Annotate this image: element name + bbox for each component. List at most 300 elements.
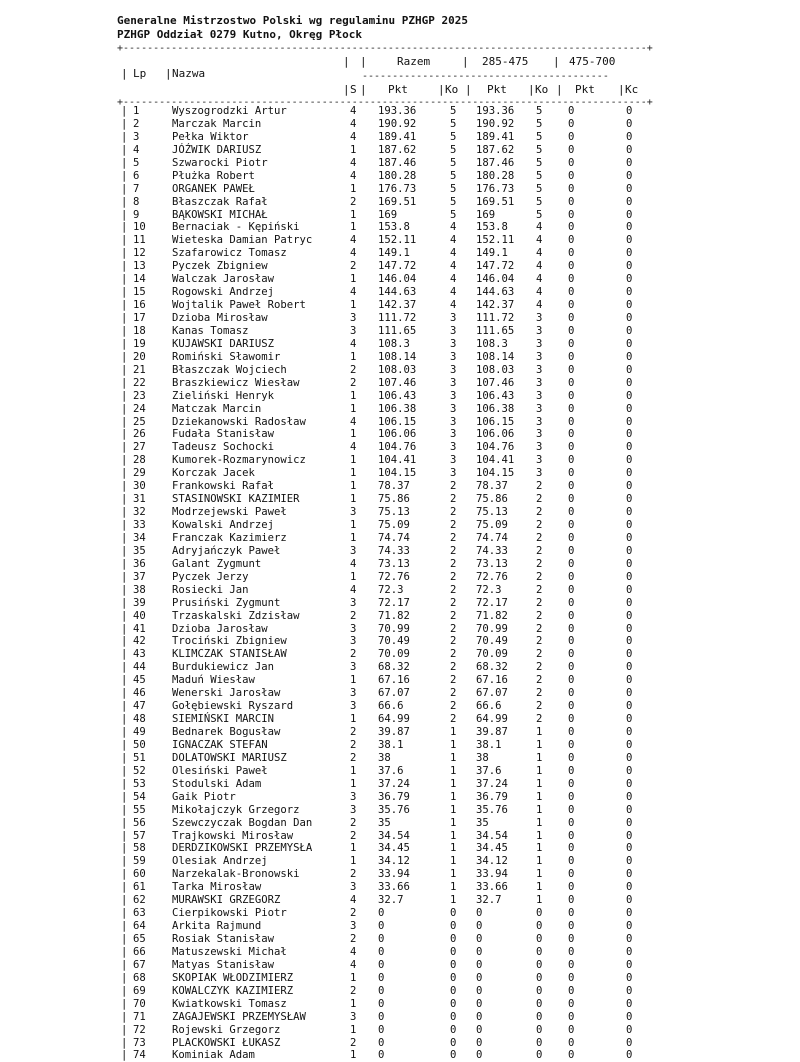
- cell-ko: 2: [450, 622, 457, 635]
- cell-lp: 9: [133, 208, 140, 221]
- cell-name: IGNACZAK STEFAN: [172, 738, 268, 751]
- cell-ko3: 0: [626, 467, 633, 480]
- cell-name: ORGANEK PAWEŁ: [172, 182, 255, 195]
- row-border: |: [121, 312, 128, 324]
- cell-s: 1: [350, 519, 357, 531]
- cell-pkt2: 38: [476, 751, 489, 764]
- header-s: S: [350, 83, 357, 96]
- cell-ko3: 0: [626, 376, 633, 389]
- row-border: |: [121, 790, 128, 803]
- row-border: |: [121, 402, 128, 415]
- cell-ko3: 0: [626, 894, 633, 907]
- table-row: [0, 157, 800, 170]
- cell-pkt3: 0: [568, 467, 575, 480]
- cell-pkt: 108.14: [378, 350, 417, 363]
- cell-lp: 23: [133, 389, 146, 402]
- cell-ko2: 2: [536, 661, 543, 674]
- cell-name: Frankowski Rafał: [172, 480, 275, 493]
- cell-s: 1: [350, 570, 357, 583]
- cell-lp: 71: [133, 1010, 146, 1023]
- cell-name: Narzekalak-Bronowski: [172, 868, 300, 881]
- cell-ko2: 2: [536, 570, 543, 583]
- table-row: [0, 403, 800, 416]
- cell-ko2: 2: [536, 480, 543, 493]
- cell-ko2: 1: [536, 803, 543, 816]
- cell-s: 1: [350, 350, 357, 363]
- cell-pkt2: 67.16: [476, 674, 508, 687]
- cell-pkt: 72.76: [378, 570, 410, 583]
- table-row: [0, 1037, 800, 1050]
- cell-name: JÓŹWIK DARIUSZ: [172, 143, 262, 156]
- cell-pkt2: 68.32: [476, 661, 508, 674]
- cell-pkt: 37.6: [378, 764, 404, 777]
- cell-ko: 5: [450, 208, 457, 221]
- cell-s: 4: [350, 583, 357, 596]
- row-border: |: [121, 467, 128, 480]
- cell-pkt2: 106.06: [476, 428, 515, 441]
- table-row: [0, 454, 800, 467]
- cell-ko: 0: [450, 945, 457, 958]
- cell-ko: 2: [450, 700, 457, 713]
- cell-ko: 4: [450, 247, 457, 260]
- cell-ko2: 0: [536, 1023, 543, 1036]
- cell-pkt: 104.41: [378, 454, 417, 467]
- cell-ko3: 0: [626, 117, 633, 130]
- cell-pkt2: 169: [476, 208, 496, 221]
- cell-ko2: 1: [536, 726, 543, 738]
- cell-name: Wenerski Jarosław: [172, 687, 281, 700]
- cell-s: 1: [350, 1023, 357, 1036]
- cell-lp: 64: [133, 920, 146, 933]
- cell-name: SKOPIAK WŁODZIMIERZ: [172, 971, 294, 984]
- cell-pkt: 0: [378, 984, 385, 997]
- table-row: [0, 532, 800, 545]
- table-row: [0, 597, 800, 610]
- cell-pkt: 111.72: [378, 312, 417, 324]
- cell-s: 2: [350, 738, 357, 751]
- cell-ko3: 0: [626, 454, 633, 467]
- cell-pkt2: 38.1: [476, 738, 502, 751]
- cell-lp: 27: [133, 441, 146, 454]
- cell-pkt: 0: [378, 1049, 385, 1062]
- cell-s: 2: [350, 829, 357, 842]
- cell-name: Matyas Stanisław: [172, 958, 275, 971]
- cell-pkt3: 0: [568, 907, 575, 920]
- table-row: [0, 390, 800, 403]
- cell-pkt: 34.45: [378, 842, 410, 855]
- cell-name: Stodulski Adam: [172, 777, 262, 790]
- cell-ko2: 0: [536, 958, 543, 971]
- cell-ko2: 3: [536, 363, 543, 376]
- cell-ko3: 0: [626, 933, 633, 945]
- cell-pkt: 0: [378, 1010, 385, 1023]
- cell-pkt2: 187.46: [476, 156, 515, 169]
- cell-pkt: 190.92: [378, 117, 417, 130]
- cell-lp: 13: [133, 260, 146, 273]
- header-group-razem: Razem: [397, 55, 431, 68]
- cell-ko2: 3: [536, 454, 543, 467]
- cell-name: Dziekanowski Radosław: [172, 415, 306, 428]
- cell-pkt2: 147.72: [476, 260, 515, 273]
- cell-lp: 36: [133, 557, 146, 570]
- cell-pkt2: 108.03: [476, 363, 515, 376]
- cell-pkt3: 0: [568, 997, 575, 1010]
- row-border: |: [121, 984, 128, 997]
- cell-pkt2: 34.54: [476, 829, 508, 842]
- cell-pkt3: 0: [568, 221, 575, 234]
- table-row: [0, 105, 800, 118]
- table-row: [0, 584, 800, 597]
- cell-ko: 1: [450, 803, 457, 816]
- cell-pkt3: 0: [568, 1036, 575, 1049]
- cell-lp: 8: [133, 195, 140, 208]
- cell-name: Arkita Rajmund: [172, 920, 262, 933]
- cell-ko3: 0: [626, 363, 633, 376]
- cell-ko2: 1: [536, 738, 543, 751]
- cell-name: Kwiatkowski Tomasz: [172, 997, 287, 1010]
- row-border: |: [121, 713, 128, 726]
- cell-name: PLACKOWSKI ŁUKASZ: [172, 1036, 281, 1049]
- cell-ko: 3: [450, 428, 457, 441]
- cell-ko: 3: [450, 454, 457, 467]
- cell-ko2: 1: [536, 777, 543, 790]
- cell-ko3: 0: [626, 312, 633, 324]
- cell-s: 3: [350, 324, 357, 337]
- cell-name: Błaszczak Wojciech: [172, 363, 287, 376]
- cell-name: ZAGAJEWSKI PRZEMYSŁAW: [172, 1010, 306, 1023]
- table-row: [0, 894, 800, 907]
- cell-pkt2: 75.09: [476, 519, 508, 531]
- cell-lp: 74: [133, 1049, 146, 1062]
- header-nazwa: Nazwa: [172, 67, 206, 80]
- cell-name: MURAWSKI GRZEGORZ: [172, 894, 281, 907]
- cell-pkt3: 0: [568, 829, 575, 842]
- cell-name: Bernaciak - Kępiński: [172, 221, 300, 234]
- cell-ko: 5: [450, 182, 457, 195]
- cell-pkt2: 152.11: [476, 234, 515, 247]
- cell-pkt3: 0: [568, 790, 575, 803]
- header-bar: |: [528, 83, 535, 96]
- cell-ko3: 0: [626, 286, 633, 299]
- cell-pkt3: 0: [568, 855, 575, 868]
- cell-s: 1: [350, 454, 357, 467]
- table-row: [0, 739, 800, 752]
- cell-s: 1: [350, 997, 357, 1010]
- cell-ko: 2: [450, 519, 457, 531]
- cell-pkt3: 0: [568, 117, 575, 130]
- table-row: [0, 273, 800, 286]
- cell-ko: 4: [450, 273, 457, 286]
- cell-pkt: 108.3: [378, 337, 410, 350]
- row-border: |: [121, 182, 128, 195]
- cell-pkt: 38: [378, 751, 391, 764]
- cell-ko3: 0: [626, 907, 633, 920]
- cell-name: Olesiak Andrzej: [172, 855, 268, 868]
- cell-s: 1: [350, 221, 357, 234]
- cell-ko3: 0: [626, 506, 633, 519]
- cell-s: 1: [350, 971, 357, 984]
- cell-s: 2: [350, 363, 357, 376]
- cell-lp: 66: [133, 945, 146, 958]
- cell-pkt3: 0: [568, 389, 575, 402]
- cell-pkt: 33.94: [378, 868, 410, 881]
- cell-ko3: 0: [626, 169, 633, 182]
- cell-lp: 14: [133, 273, 146, 286]
- row-border: |: [121, 1049, 128, 1062]
- cell-ko2: 3: [536, 312, 543, 324]
- cell-name: Burdukiewicz Jan: [172, 661, 275, 674]
- cell-ko2: 1: [536, 816, 543, 829]
- cell-ko3: 0: [626, 1049, 633, 1062]
- cell-ko3: 0: [626, 622, 633, 635]
- cell-name: DOLATOWSKI MARIUSZ: [172, 751, 287, 764]
- cell-lp: 3: [133, 130, 140, 143]
- cell-ko2: 4: [536, 286, 543, 299]
- cell-ko2: 0: [536, 920, 543, 933]
- cell-ko: 4: [450, 299, 457, 312]
- cell-name: Trociński Zbigniew: [172, 635, 287, 648]
- row-border: |: [121, 894, 128, 907]
- cell-s: 2: [350, 726, 357, 738]
- cell-lp: 47: [133, 700, 146, 713]
- row-border: |: [121, 156, 128, 169]
- row-border: |: [121, 842, 128, 855]
- cell-pkt2: 190.92: [476, 117, 515, 130]
- table-row: [0, 610, 800, 623]
- cell-lp: 46: [133, 687, 146, 700]
- cell-pkt: 187.62: [378, 143, 417, 156]
- cell-pkt2: 72.76: [476, 570, 508, 583]
- cell-name: Kowalski Andrzej: [172, 519, 275, 531]
- row-border: |: [121, 117, 128, 130]
- cell-ko2: 1: [536, 855, 543, 868]
- cell-ko3: 0: [626, 557, 633, 570]
- cell-lp: 43: [133, 648, 146, 661]
- cell-name: Korczak Jacek: [172, 467, 255, 480]
- cell-pkt3: 0: [568, 557, 575, 570]
- cell-ko2: 1: [536, 751, 543, 764]
- cell-lp: 39: [133, 596, 146, 609]
- cell-s: 1: [350, 273, 357, 286]
- cell-pkt: 106.06: [378, 428, 417, 441]
- table-row: [0, 765, 800, 778]
- cell-lp: 6: [133, 169, 140, 182]
- cell-ko3: 0: [626, 829, 633, 842]
- cell-ko3: 0: [626, 195, 633, 208]
- cell-pkt2: 104.76: [476, 441, 515, 454]
- table-row: [0, 933, 800, 946]
- table-row: [0, 286, 800, 299]
- cell-pkt: 64.99: [378, 713, 410, 726]
- cell-ko: 2: [450, 493, 457, 506]
- row-border: |: [121, 1023, 128, 1036]
- cell-pkt2: 0: [476, 958, 483, 971]
- cell-name: KOWALCZYK KAZIMIERZ: [172, 984, 294, 997]
- header-bar: |: [360, 55, 367, 68]
- header-bar: |: [618, 83, 625, 96]
- cell-ko: 3: [450, 415, 457, 428]
- row-border: |: [121, 648, 128, 661]
- table-row: [0, 623, 800, 636]
- cell-name: Modrzejewski Paweł: [172, 506, 287, 519]
- cell-pkt: 147.72: [378, 260, 417, 273]
- cell-ko2: 2: [536, 519, 543, 531]
- cell-s: 4: [350, 105, 357, 117]
- cell-ko3: 0: [626, 958, 633, 971]
- row-border: |: [121, 1036, 128, 1049]
- cell-pkt3: 0: [568, 751, 575, 764]
- cell-s: 1: [350, 713, 357, 726]
- cell-ko2: 5: [536, 182, 543, 195]
- cell-pkt: 75.13: [378, 506, 410, 519]
- cell-pkt: 37.24: [378, 777, 410, 790]
- cell-lp: 38: [133, 583, 146, 596]
- cell-pkt2: 37.24: [476, 777, 508, 790]
- cell-lp: 56: [133, 816, 146, 829]
- cell-pkt3: 0: [568, 273, 575, 286]
- row-border: |: [121, 441, 128, 454]
- cell-pkt: 0: [378, 997, 385, 1010]
- cell-ko: 2: [450, 648, 457, 661]
- cell-pkt2: 0: [476, 1049, 483, 1062]
- cell-s: 3: [350, 622, 357, 635]
- row-border: |: [121, 350, 128, 363]
- cell-pkt: 104.15: [378, 467, 417, 480]
- cell-pkt: 189.41: [378, 130, 417, 143]
- row-border: |: [121, 286, 128, 299]
- cell-ko2: 3: [536, 402, 543, 415]
- cell-name: Cierpikowski Piotr: [172, 907, 287, 920]
- header-group-285-475: 285-475: [482, 55, 529, 68]
- cell-pkt: 0: [378, 920, 385, 933]
- table-row: [0, 196, 800, 209]
- header-bar: |: [465, 83, 472, 96]
- table-row: [0, 972, 800, 985]
- cell-ko: 4: [450, 221, 457, 234]
- table-top-rule: +---------------------------------------------------------------------------------------+: [117, 43, 653, 54]
- cell-pkt3: 0: [568, 803, 575, 816]
- cell-s: 3: [350, 635, 357, 648]
- cell-ko: 2: [450, 687, 457, 700]
- cell-pkt3: 0: [568, 635, 575, 648]
- cell-lp: 72: [133, 1023, 146, 1036]
- cell-pkt3: 0: [568, 169, 575, 182]
- cell-ko3: 0: [626, 544, 633, 557]
- cell-name: Szafarowicz Tomasz: [172, 247, 287, 260]
- cell-pkt2: 71.82: [476, 609, 508, 622]
- cell-s: 3: [350, 803, 357, 816]
- row-border: |: [121, 324, 128, 337]
- cell-pkt: 72.17: [378, 596, 410, 609]
- cell-s: 1: [350, 842, 357, 855]
- cell-pkt3: 0: [568, 105, 575, 117]
- cell-ko3: 0: [626, 130, 633, 143]
- row-border: |: [121, 415, 128, 428]
- cell-pkt2: 0: [476, 984, 483, 997]
- cell-pkt2: 35: [476, 816, 489, 829]
- row-border: |: [121, 700, 128, 713]
- cell-ko: 1: [450, 842, 457, 855]
- cell-name: Gaik Piotr: [172, 790, 236, 803]
- row-border: |: [121, 247, 128, 260]
- cell-ko2: 2: [536, 544, 543, 557]
- cell-pkt3: 0: [568, 299, 575, 312]
- table-row: [0, 752, 800, 765]
- row-border: |: [121, 855, 128, 868]
- cell-lp: 29: [133, 467, 146, 480]
- cell-ko: 1: [450, 894, 457, 907]
- cell-lp: 55: [133, 803, 146, 816]
- cell-ko3: 0: [626, 273, 633, 286]
- table-row: [0, 325, 800, 338]
- cell-pkt2: 70.09: [476, 648, 508, 661]
- cell-name: Maduń Wiesław: [172, 674, 255, 687]
- cell-pkt2: 106.38: [476, 402, 515, 415]
- cell-ko: 3: [450, 376, 457, 389]
- header-bar: |: [556, 83, 563, 96]
- row-border: |: [121, 260, 128, 273]
- cell-pkt3: 0: [568, 156, 575, 169]
- cell-ko2: 2: [536, 713, 543, 726]
- cell-ko2: 2: [536, 635, 543, 648]
- cell-name: Szewczyczak Bogdan Dan: [172, 816, 313, 829]
- header-pkt-285-475: Pkt: [487, 83, 507, 96]
- cell-pkt: 36.79: [378, 790, 410, 803]
- cell-ko: 2: [450, 480, 457, 493]
- cell-pkt: 153.8: [378, 221, 410, 234]
- cell-pkt2: 35.76: [476, 803, 508, 816]
- cell-ko: 2: [450, 609, 457, 622]
- cell-pkt3: 0: [568, 350, 575, 363]
- cell-pkt: 34.12: [378, 855, 410, 868]
- cell-ko2: 2: [536, 596, 543, 609]
- cell-s: 3: [350, 312, 357, 324]
- cell-ko2: 2: [536, 609, 543, 622]
- table-row: [0, 946, 800, 959]
- cell-ko: 2: [450, 506, 457, 519]
- header-bar: |: [343, 83, 350, 96]
- cell-pkt: 70.09: [378, 648, 410, 661]
- cell-pkt3: 0: [568, 816, 575, 829]
- cell-ko3: 0: [626, 143, 633, 156]
- cell-lp: 20: [133, 350, 146, 363]
- cell-lp: 33: [133, 519, 146, 531]
- cell-pkt2: 33.94: [476, 868, 508, 881]
- cell-ko3: 0: [626, 674, 633, 687]
- table-row: [0, 661, 800, 674]
- cell-ko: 5: [450, 195, 457, 208]
- cell-name: Olesiński Paweł: [172, 764, 268, 777]
- cell-pkt3: 0: [568, 583, 575, 596]
- cell-ko3: 0: [626, 1023, 633, 1036]
- cell-name: Marczak Marcin: [172, 117, 262, 130]
- cell-pkt: 176.73: [378, 182, 417, 195]
- cell-lp: 59: [133, 855, 146, 868]
- cell-pkt2: 67.07: [476, 687, 508, 700]
- cell-name: Bednarek Bogusław: [172, 726, 281, 738]
- cell-s: 4: [350, 557, 357, 570]
- cell-pkt3: 0: [568, 376, 575, 389]
- header-bar: |: [438, 83, 445, 96]
- cell-ko: 1: [450, 816, 457, 829]
- cell-ko: 1: [450, 790, 457, 803]
- cell-pkt3: 0: [568, 441, 575, 454]
- cell-ko2: 5: [536, 156, 543, 169]
- table-row: [0, 674, 800, 687]
- cell-name: Adryjańczyk Paweł: [172, 544, 281, 557]
- cell-pkt: 152.11: [378, 234, 417, 247]
- cell-pkt3: 0: [568, 247, 575, 260]
